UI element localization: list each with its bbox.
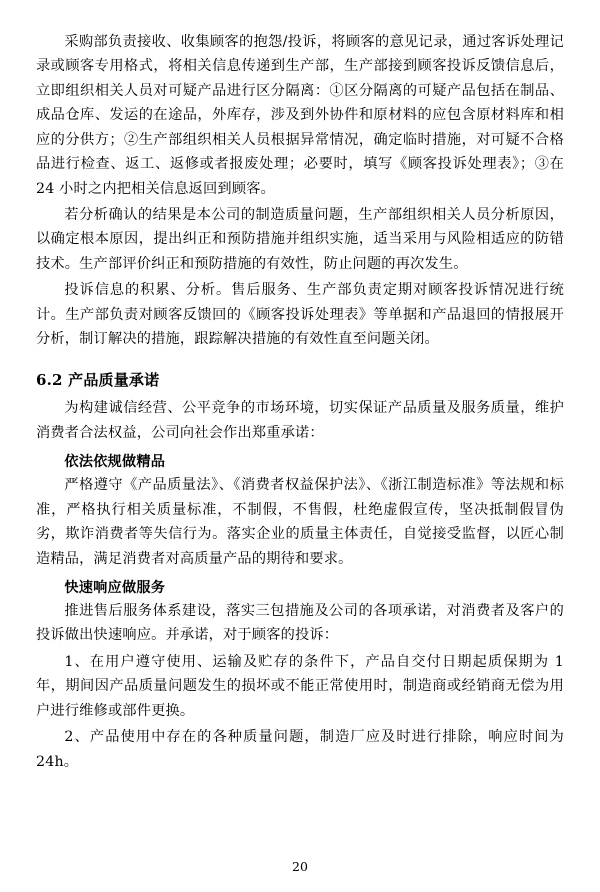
paragraph-statistics: 投诉信息的积累、分析。售后服务、生产部负责定期对顾客投诉情况进行统计。生产部负责对顾客反馈回的《顾客投诉处理表》等单据和产品退回的情报展开分析，制订解决的措施，跟踪解决措施的有效性直至问题关闭。 bbox=[36, 282, 564, 348]
section-spacer bbox=[36, 353, 564, 357]
section-heading-6-2: 6.2 产品质量承诺 bbox=[36, 371, 160, 390]
paragraph-complaint-handling: 采购部负责接收、收集顾客的抱怨/投诉，将顾客的意见记录，通过客诉处理记录或顾客专用格式，将相关信息传递到生产部，生产部接到顾客投诉反馈信息后，立即组织相关人员对可疑产品进行区分隔离：①区分隔离的可疑产品包括在制品、成品仓库、发运的在途品，外库存，涉及到外协件和原材料的应包含原材料库和相应的分供方；②生产部组织相关人员根据异常情况，确定临时措施，对可疑不合格品进行检查、返工、返修或者报废处理；必要时，填写《顾客投诉处理表》；③在 24 小时之内把相关信息返回到顾客。 bbox=[36, 34, 564, 197]
paragraph-commitment-intro: 为构建诚信经营、公平竞争的市场环境，切实保证产品质量及服务质量，维护消费者合法权益，公司向社会作出郑重承诺： bbox=[36, 400, 564, 441]
paragraph-root-cause: 若分析确认的结果是本公司的制造质量问题，生产部组织相关人员分析原因，以确定根本原因，提出纠正和预防措施并组织实施，适当采用与风险相适应的防错技术。生产部评价纠正和预防措施的有效性，防止问题的再次发生。 bbox=[36, 206, 564, 272]
page-number: 20 bbox=[292, 859, 308, 874]
subheading-compliance: 依法依规做精品 bbox=[64, 454, 166, 471]
paragraph-response: 推进售后服务体系建设，落实三包措施及公司的各项承诺，对消费者及客户的投诉做出快速响应。并承诺，对于顾客的投诉： bbox=[36, 603, 564, 644]
paragraph-warranty-item-1: 1、在用户遵守使用、运输及贮存的条件下，产品自交付日期起质保期为 1 年，期间因产品质量问题发生的损坏或不能正常使用时，制造商或经销商无偿为用户进行维修或部件更换。 bbox=[36, 653, 564, 719]
subheading-response: 快速响应做服务 bbox=[64, 580, 166, 597]
paragraph-warranty-item-2: 2、产品使用中存在的各种质量问题，制造厂应及时进行排除，响应时间为 24h。 bbox=[36, 729, 564, 770]
paragraph-compliance: 严格遵守《产品质量法》、《消费者权益保护法》、《浙江制造标准》等法规和标准，严格执行相关质量标准，不制假，不售假，杜绝虚假宣传，坚决抵制假冒伪劣，欺诈消费者等失信行为。落实企业的质量主体责任，自觉接受监督，以匠心制造精品，满足消费者对高质量产品的期待和要求。 bbox=[36, 477, 564, 567]
